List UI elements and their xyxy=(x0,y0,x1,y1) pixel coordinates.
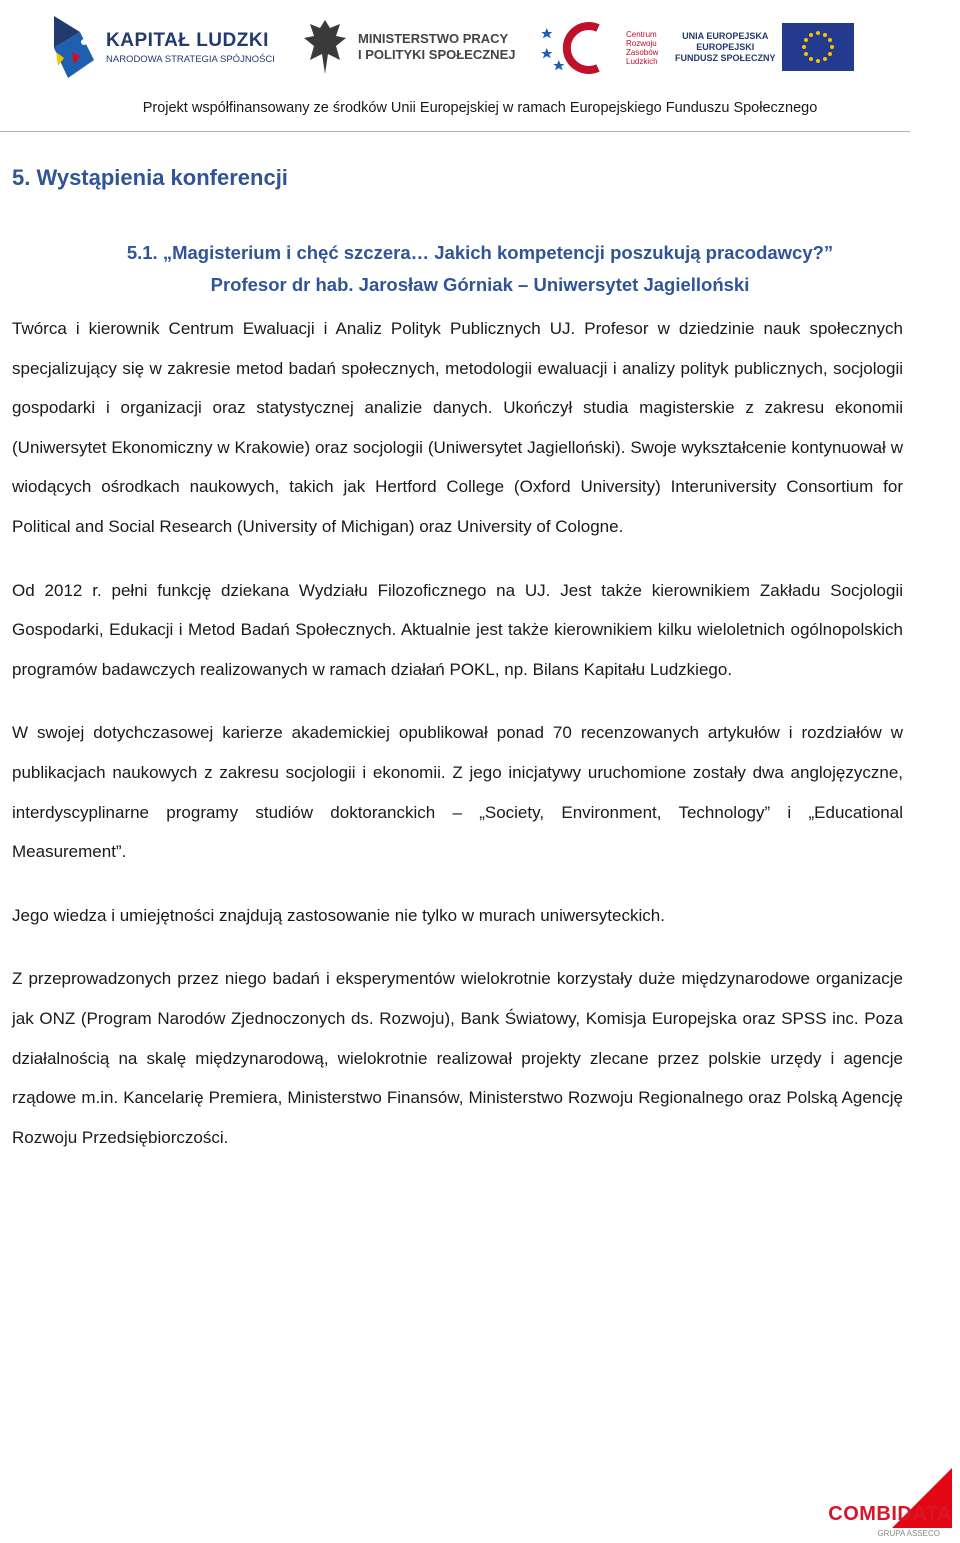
subsection-title: 5.1. „Magisterium i chęć szczera… Jakich kompetencji poszukują pracodawcy?” xyxy=(126,242,834,263)
subsection-heading xyxy=(0,237,960,301)
section-title: 5. Wystąpienia konferencji xyxy=(12,165,288,190)
paragraph-positions: Od 2012 r. pełni funkcję dziekana Wydziału Filozoficznego na UJ. Jest także kierownikiem Zakładu Socjologii Gospodarki, Edukacji i Metod Badań Społecznych. Aktualnie jest także kierownikiem kilku wieloletnich ogólnopolskich programów badawczych realizowanych w ramach działań POKL, np. Bilans Kapitału Ludzkiego. xyxy=(12,580,903,679)
crzl-emblem-icon xyxy=(540,20,620,76)
paragraph-knowledge: Jego wiedza i umiejętności znajdują zastosowanie nie tylko w murach uniwersyteckich. xyxy=(12,905,665,925)
speaker-name: Profesor dr hab. Jarosław Górniak – Uniwersytet Jagielloński xyxy=(210,274,750,295)
crzl-logo xyxy=(540,18,658,78)
ministry-logo xyxy=(300,12,515,82)
crzl-line1: Centrum xyxy=(626,30,657,39)
crzl-line2: Rozwoju xyxy=(626,39,657,48)
crzl-line3: Zasobów xyxy=(626,48,659,57)
paragraph-bio: Twórca i kierownik Centrum Ewaluacji i Analiz Polityk Publicznych UJ. Profesor w dziedzinie nauk społecznych specjalizujący się w zakresie metod badań społecznych, metodologii ewaluacji i analizy polityk publicznych, socjologii gospodarki i organizacji oraz statystycznej analizie danych. Ukończył studia magisterskie z zakresu ekonomii (Uniwersytet Ekonomiczny w Krakowie) oraz socjologii (Uniwersytet Jagielloński). Swoje wykształcenie kontynuował w wiodących ośrodkach naukowych, takich jak Hertford College (Oxford University) Interuniversity Consortium for Political and Social Research (University of Michigan) oraz University of Cologne. xyxy=(12,319,903,536)
kapital-ludzki-emblem-icon xyxy=(50,12,98,84)
polish-eagle-icon xyxy=(300,16,350,78)
kapital-ludzki-logo xyxy=(50,10,275,85)
combidata-logo xyxy=(828,1468,952,1538)
eu-line2: EUROPEJSKI xyxy=(696,41,755,52)
kapital-ludzki-subtitle: NARODOWA STRATEGIA SPÓJNOŚCI xyxy=(106,54,275,65)
combidata-logo-subtext: GRUPA ASSECO xyxy=(877,1529,940,1538)
ministry-name-line1: MINISTERSTWO PRACY xyxy=(358,31,509,46)
combidata-logo-text: COMBIDATA xyxy=(828,1503,952,1525)
project-cofinance-line: Projekt współfinansowany ze środków Unii Europejskiej w ramach Europejskiego Funduszu Społecznego xyxy=(142,100,818,116)
eu-line3: FUNDUSZ SPOŁECZNY xyxy=(675,52,776,63)
eu-line1: UNIA EUROPEJSKA xyxy=(682,30,769,41)
header-divider xyxy=(0,131,910,132)
eu-logo xyxy=(675,22,854,72)
body-text xyxy=(12,309,903,1157)
eu-flag-icon xyxy=(782,23,854,71)
crzl-line4: Ludzkich xyxy=(626,57,658,66)
header-logos xyxy=(0,0,960,95)
ministry-name-line2: I POLITYKI SPOŁECZNEJ xyxy=(358,47,516,62)
paragraph-research: Z przeprowadzonych przez niego badań i eksperymentów wielokrotnie korzystały duże międzynarodowe organizacje jak ONZ (Program Narodów Zjednoczonych ds. Rozwoju), Bank Światowy, Komisja Europejska oraz SPSS inc. Poza działalnością na skalę międzynarodową, wielokrotnie realizował projekty zlecane przez polskie urzędy i agencje rządowe m.in. Kancelarię Premiera, Ministerstwo Finansów, Ministerstwo Rozwoju Regionalnego oraz Polską Agencję Rozwoju Przedsiębiorczości. xyxy=(12,969,903,1147)
kapital-ludzki-title: KAPITAŁ LUDZKI xyxy=(106,30,269,51)
paragraph-publications: W swojej dotychczasowej karierze akademickiej opublikował ponad 70 recenzowanych artykułów i rozdziałów w publikacjach naukowych z zakresu socjologii i ekonomii. Z jego inicjatywy uruchomione zostały dwa anglojęzyczne, interdyscyplinarne programy studiów doktoranckich – „Society, Environment, Technology” i „Educational Measurement”. xyxy=(12,723,903,862)
